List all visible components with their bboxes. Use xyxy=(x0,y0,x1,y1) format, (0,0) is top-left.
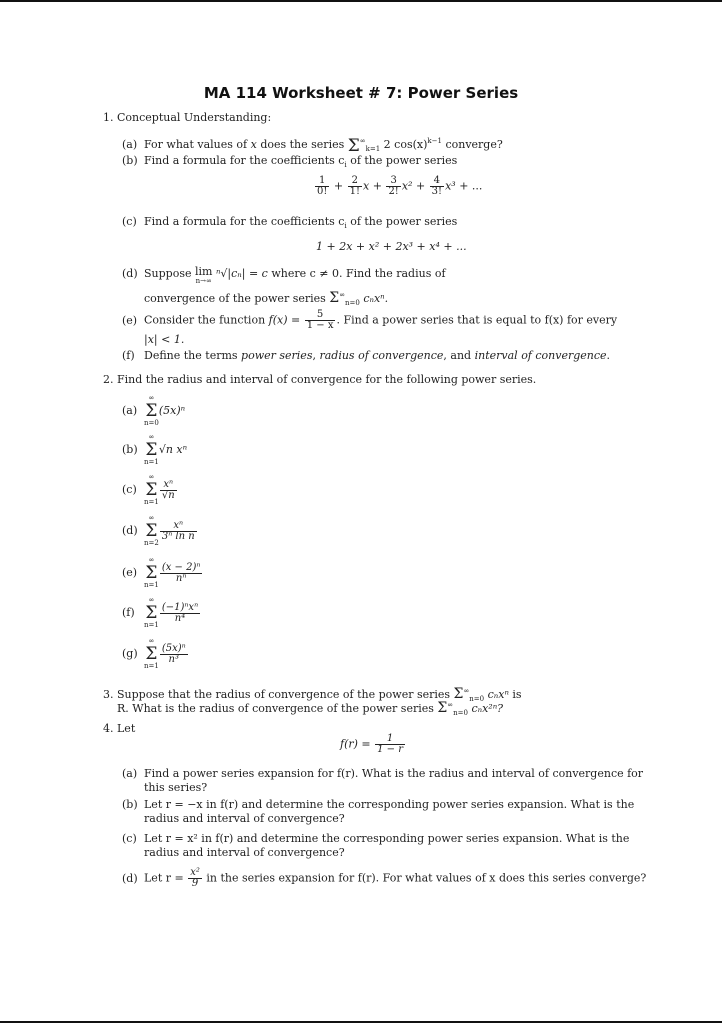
q2-heading: 2. Find the radius and interval of convergence for the following power series. xyxy=(103,373,537,386)
q1d-line1: (d) Suppose lim n→∞ ⁿ√|cₙ| = c where c ≠ 0. Find the radius of xyxy=(122,265,446,285)
q2b: (b) ∞ Σ n=1 √n xⁿ xyxy=(122,433,188,466)
q3-line1: 3. Suppose that the radius of convergence of the power series $\Sigma^\infty_{n=0}$ cₙxⁿ is xyxy=(103,686,522,703)
q3-line2: R. What is the radius of convergence of the power series $\Sigma^\infty_{n=0}$ cₙx²ⁿ? xyxy=(117,700,504,717)
q4d: (d) Let r = $\frac{\text{x²}}{9}$ in the series expansion for f(r). For what values of x does this series converge? xyxy=(122,867,647,889)
page-title: MA 114 Worksheet # 7: Power Series xyxy=(203,84,519,102)
q4b-line2: radius and interval of convergence? xyxy=(144,812,345,825)
q4a-line1: (a) Find a power series expansion for f(r). What is the radius and interval of convergence for xyxy=(122,767,644,780)
q2c: (c) ∞ Σ n=1 $\frac{\text{xⁿ}}{√n}$ xyxy=(122,473,175,506)
q2a: (a) ∞ Σ n=0 (5x)ⁿ xyxy=(122,394,186,427)
q4c-line1: (c) Let r = x² in f(r) and determine the corresponding power series expansion. What is the xyxy=(122,832,630,845)
q1d-line2: convergence of the power series $\Sigma^\infty_{n=0}$ cₙxⁿ. xyxy=(144,290,389,307)
q1e-line1: (e) Consider the function f(x) = $\frac{5}{1 - x}$ . Find a power series that is equal to f(x) for every xyxy=(122,309,618,331)
q1c: (c) Find a formula for the coefficients $c_i$ of the power series xyxy=(122,215,458,230)
q2f: (f) ∞ Σ n=1 $\frac{\text{(−1)ⁿxⁿ}}{\text{n⁴}}$ xyxy=(122,596,199,629)
q4b-line1: (b) Let r = −x in f(r) and determine the corresponding power series expansion. What is the xyxy=(122,798,635,811)
q1b-series: $\frac{1}{0!}$ + $\frac{2}{1!}$ x + $\frac{3}{2!}$ x² + $\frac{4}{3!}$ x³ + ... xyxy=(317,175,483,197)
q1f: (f) Define the terms power series, radius of convergence, and interval of convergence. xyxy=(122,349,611,362)
q1e-line2: |x| < 1. xyxy=(144,333,185,346)
q2e: (e) ∞ Σ n=1 $\frac{\text{(x − 2)ⁿ}}{\text{nⁿ}}$ xyxy=(122,556,201,589)
q1-heading: 1. Conceptual Understanding: xyxy=(103,111,272,124)
q1a: (a) For what values of x does the series Σ ∞$_{k=1}$ 2 $\cos(x)^{k-1}$ converge? xyxy=(122,136,503,156)
q4a-line2: this series? xyxy=(144,781,208,794)
q4-heading: 4. Let xyxy=(103,722,136,735)
q1b: (b) Find a formula for the coefficients $c_i$ of the power series xyxy=(122,154,458,169)
q2d: (d) ∞ Σ n=2 $\frac{\text{xⁿ}}{\text{3ⁿ ln n}}$ xyxy=(122,514,195,547)
q4c-line2: radius and interval of convergence? xyxy=(144,846,345,859)
q4-function: f(r) = $\frac{1}{1 - r}$ xyxy=(340,733,404,755)
q1c-series: 1 + 2x + x² + 2x³ + x⁴ + ... xyxy=(316,240,467,253)
q2g: (g) ∞ Σ n=1 $\frac{\text{(5x)ⁿ}}{\text{n³}}$ xyxy=(122,637,186,670)
